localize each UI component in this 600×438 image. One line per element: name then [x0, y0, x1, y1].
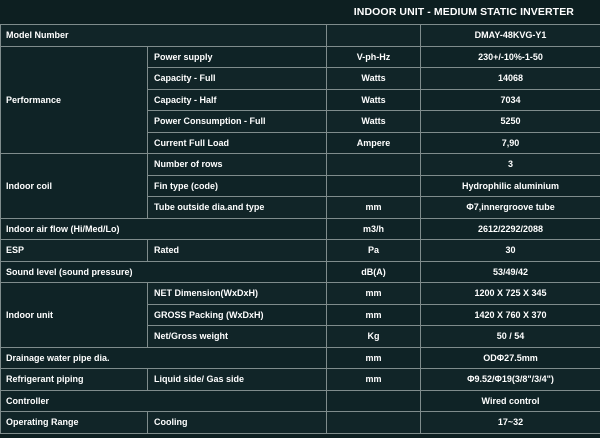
table-row-unit-1 — [1, 283, 600, 305]
table-row-esp — [1, 240, 600, 262]
table-title-row — [0, 0, 600, 24]
operating-sub: Cooling — [148, 412, 327, 434]
coil-sub: Number of rows — [148, 154, 327, 176]
refrigerant-sub: Liquid side/ Gas side — [148, 369, 327, 391]
table-title: INDOOR UNIT - MEDIUM STATIC INVERTER — [353, 6, 574, 18]
table-row-controller — [1, 390, 600, 412]
performance-sub: Current Full Load — [148, 132, 327, 154]
spec-table — [0, 24, 600, 434]
model-label: Model Number — [1, 25, 327, 47]
performance-value: 7,90 — [421, 132, 600, 154]
esp-label: ESP — [1, 240, 148, 262]
table-row-performance-1 — [1, 46, 600, 68]
table-row-refrigerant — [1, 369, 600, 391]
coil-sub: Fin type (code) — [148, 175, 327, 197]
sound-label: Sound level (sound pressure) — [1, 261, 327, 283]
unit-sub: NET Dimension(WxDxH) — [148, 283, 327, 305]
refrigerant-unit: mm — [327, 369, 421, 391]
coil-unit — [327, 175, 421, 197]
unit-value: 50 / 54 — [421, 326, 600, 348]
performance-sub: Power supply — [148, 46, 327, 68]
refrigerant-value: Φ9.52/Φ19(3/8"/3/4") — [421, 369, 600, 391]
unit-unit: Kg — [327, 326, 421, 348]
refrigerant-label: Refrigerant piping — [1, 369, 148, 391]
air-flow-label: Indoor air flow (Hi/Med/Lo) — [1, 218, 327, 240]
table-row-air-flow — [1, 218, 600, 240]
sound-unit: dB(A) — [327, 261, 421, 283]
performance-unit: Ampere — [327, 132, 421, 154]
controller-value: Wired control — [421, 390, 600, 412]
performance-label: Performance — [1, 46, 148, 154]
table-row-model — [1, 25, 600, 47]
coil-value: 3 — [421, 154, 600, 176]
coil-value: Φ7,innergroove tube — [421, 197, 600, 219]
coil-unit — [327, 154, 421, 176]
performance-unit: Watts — [327, 68, 421, 90]
sound-value: 53/49/42 — [421, 261, 600, 283]
drainage-value: ODΦ27.5mm — [421, 347, 600, 369]
performance-unit: V-ph-Hz — [327, 46, 421, 68]
model-unit — [327, 25, 421, 47]
table-row-coil-1 — [1, 154, 600, 176]
performance-sub: Power Consumption - Full — [148, 111, 327, 133]
controller-label: Controller — [1, 390, 327, 412]
performance-sub: Capacity - Half — [148, 89, 327, 111]
operating-label: Operating Range — [1, 412, 148, 434]
performance-value: 7034 — [421, 89, 600, 111]
operating-value: 17~32 — [421, 412, 600, 434]
unit-unit: mm — [327, 283, 421, 305]
esp-unit: Pa — [327, 240, 421, 262]
drainage-unit: mm — [327, 347, 421, 369]
air-flow-value: 2612/2292/2088 — [421, 218, 600, 240]
unit-sub: Net/Gross weight — [148, 326, 327, 348]
coil-sub: Tube outside dia.and type — [148, 197, 327, 219]
performance-value: 230+/-10%-1-50 — [421, 46, 600, 68]
performance-unit: Watts — [327, 111, 421, 133]
table-row-sound — [1, 261, 600, 283]
air-flow-unit: m3/h — [327, 218, 421, 240]
unit-sub: GROSS Packing (WxDxH) — [148, 304, 327, 326]
table-row-operating — [1, 412, 600, 434]
performance-sub: Capacity - Full — [148, 68, 327, 90]
model-value: DMAY-48KVG-Y1 — [421, 25, 600, 47]
esp-value: 30 — [421, 240, 600, 262]
coil-unit: mm — [327, 197, 421, 219]
indoor-unit-label: Indoor unit — [1, 283, 148, 348]
unit-unit: mm — [327, 304, 421, 326]
table-row-drainage — [1, 347, 600, 369]
performance-unit: Watts — [327, 89, 421, 111]
performance-value: 14068 — [421, 68, 600, 90]
performance-value: 5250 — [421, 111, 600, 133]
operating-unit — [327, 412, 421, 434]
esp-sub: Rated — [148, 240, 327, 262]
unit-value: 1420 X 760 X 370 — [421, 304, 600, 326]
controller-unit — [327, 390, 421, 412]
indoor-coil-label: Indoor coil — [1, 154, 148, 219]
coil-value: Hydrophilic aluminium — [421, 175, 600, 197]
drainage-label: Drainage water pipe dia. — [1, 347, 327, 369]
unit-value: 1200 X 725 X 345 — [421, 283, 600, 305]
